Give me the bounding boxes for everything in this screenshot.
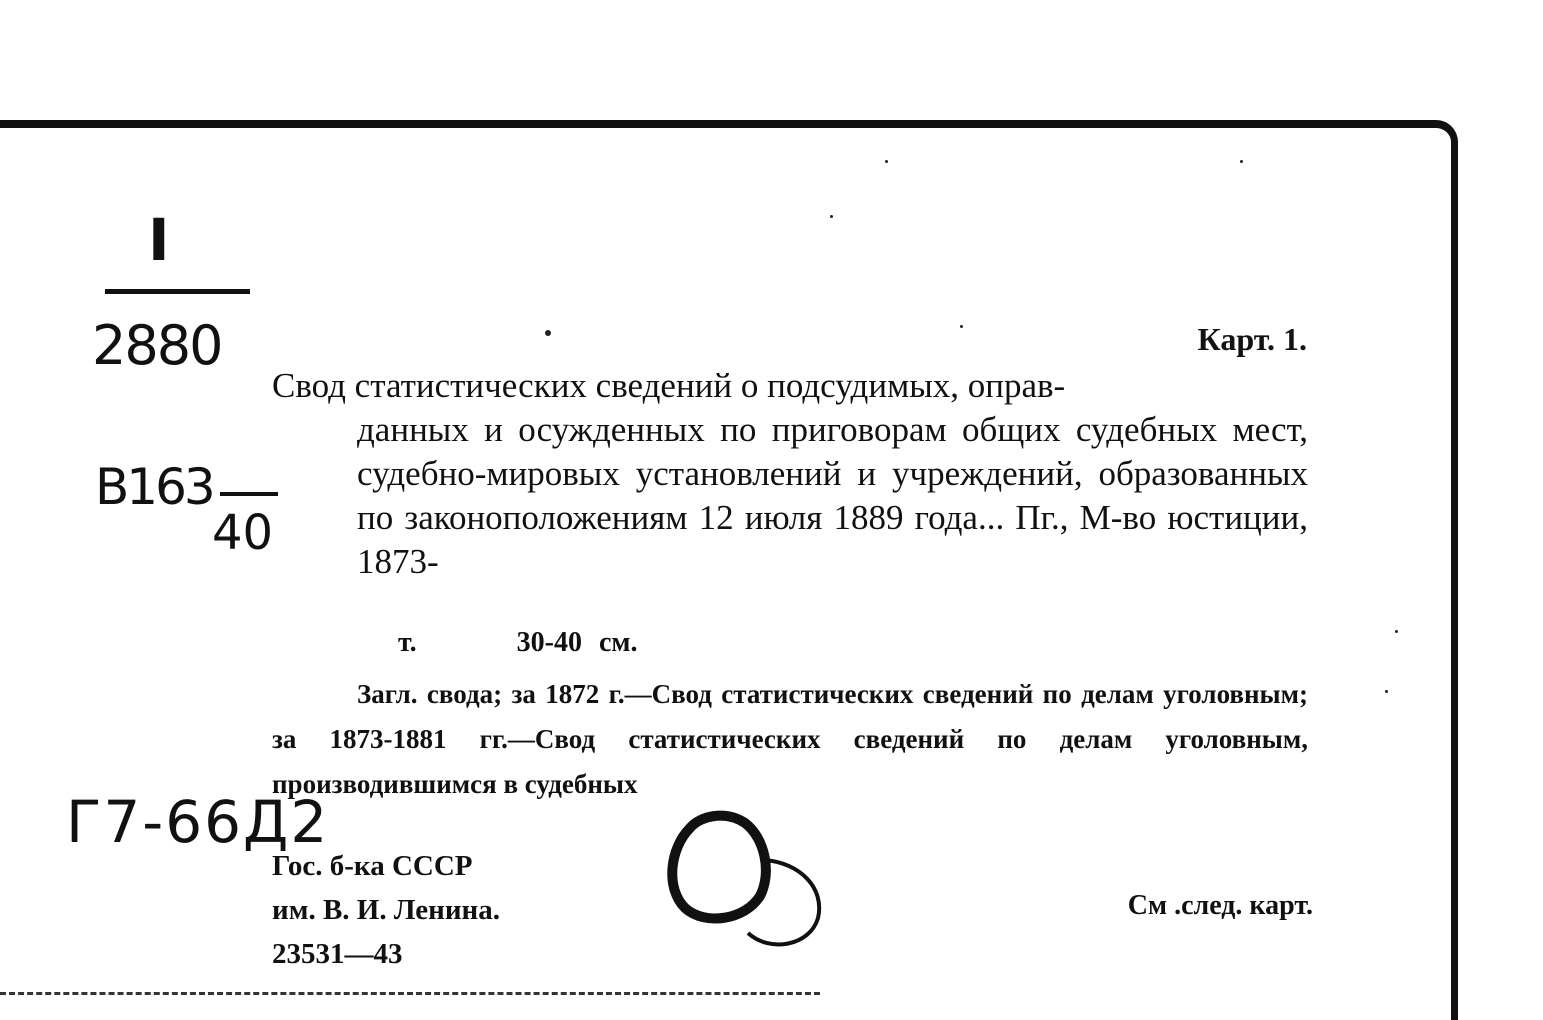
handwritten-inventory-number: 2880 [92,314,222,377]
library-line-1: Гос. б-ка СССР [272,850,473,882]
speck [1395,630,1398,633]
fraction-bar [105,289,250,294]
entry-title-continuation: данных и осужденных по приговорам общих судебных мест, судебно-мировых установлений и учреждений, образованных по законоположениям 12 июля 1889 года... Пг., М-во юстиции, 1873- [357,410,1308,581]
library-line-3: 23531—43 [272,938,403,970]
bibliographic-entry [272,364,1308,584]
library-line-2: им. В. И. Ленина. [272,894,501,926]
handwritten-shelfmark-top: B163 [95,458,213,516]
speck [885,160,888,163]
size-label: 30-40 см. [516,627,638,658]
speck [1385,690,1388,693]
shelfmark-bar [220,492,278,496]
entry-title-first-line: Свод статистических сведений о подсудимых, оправ- [272,366,1066,405]
card-bottom-edge [0,992,820,995]
speck [830,215,833,218]
speck [1240,160,1243,163]
volumes-label: т. [398,627,417,658]
card-number: Карт. 1. [1197,321,1307,357]
physical-description [398,627,637,659]
see-next-card: См .след. карт. [1127,890,1313,921]
handwritten-roman-numeral: I [148,206,170,274]
handwritten-shelfmark-bottom: 40 [212,505,274,561]
speck [960,325,963,328]
punch-hole-stamp-icon [660,808,840,958]
library-imprint [272,844,500,976]
title-note: Загл. свода; за 1872 г.—Свод статистических сведений по делам уголовным; за 1873-1881 гг.—Свод статистических сведений по делам уголовным, производившимся в судебных [272,679,1308,799]
speck [545,330,551,336]
handwritten-code: Г7-66Д2 [66,788,330,856]
